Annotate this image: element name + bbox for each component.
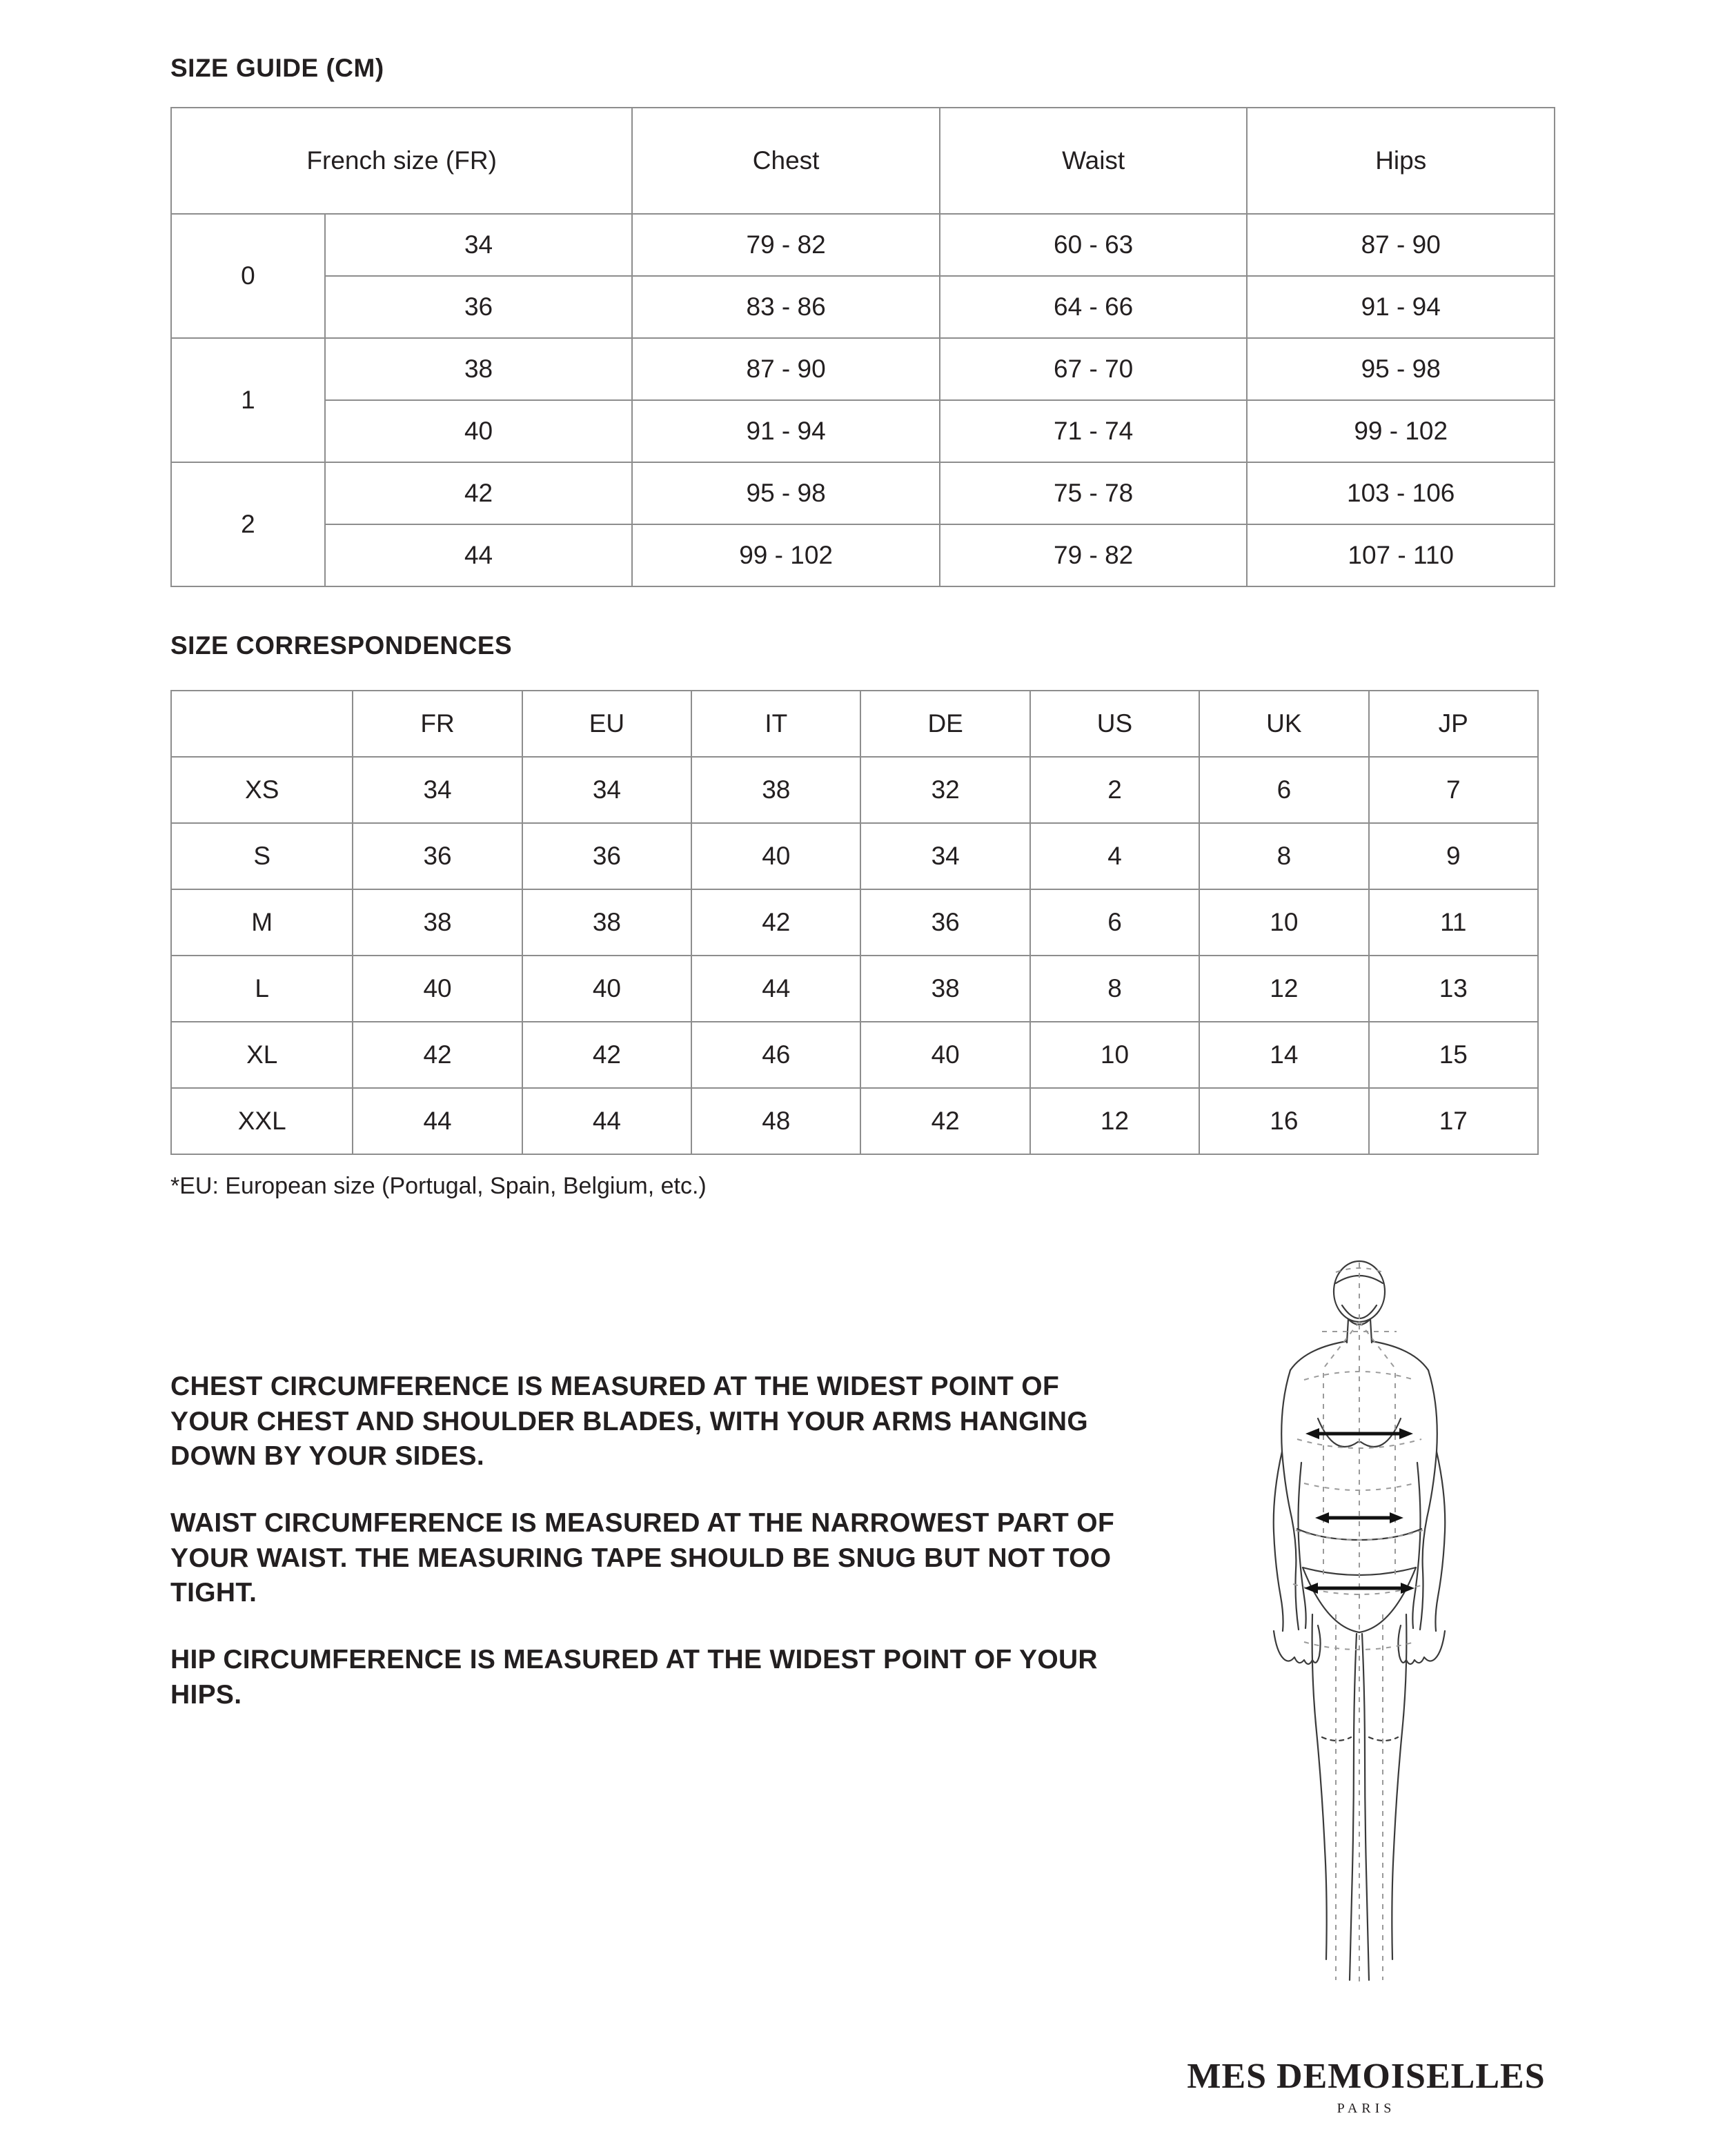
size-value-cell: 38	[860, 956, 1029, 1022]
column-header-uk: UK	[1199, 691, 1368, 757]
size-value-cell: 36	[522, 823, 691, 889]
size-value-cell: 4	[1030, 823, 1199, 889]
size-value-cell: 7	[1369, 757, 1538, 823]
table-row	[171, 757, 1538, 823]
size-value-cell: 34	[353, 757, 522, 823]
hips-cell: 103 - 106	[1247, 462, 1555, 524]
size-value-cell: 14	[1199, 1022, 1368, 1088]
size-guide-table	[170, 107, 1555, 587]
size-label-cell: XL	[171, 1022, 353, 1088]
brand-logo	[1166, 2056, 1566, 2117]
size-label-cell: S	[171, 823, 353, 889]
size-value-cell: 40	[860, 1022, 1029, 1088]
column-header-waist: Waist	[940, 108, 1248, 214]
fr-size-cell: 40	[325, 400, 633, 462]
table-row	[171, 400, 1555, 462]
column-header-fr: FR	[353, 691, 522, 757]
size-group-cell: 0	[171, 214, 325, 338]
size-value-cell: 40	[353, 956, 522, 1022]
chest-cell: 83 - 86	[632, 276, 940, 338]
table-row	[171, 214, 1555, 276]
chest-cell: 87 - 90	[632, 338, 940, 400]
table-row	[171, 956, 1538, 1022]
size-value-cell: 48	[691, 1088, 860, 1154]
hips-cell: 95 - 98	[1247, 338, 1555, 400]
body-measurement-figure	[1201, 1256, 1518, 1994]
size-value-cell: 8	[1030, 956, 1199, 1022]
fr-size-cell: 36	[325, 276, 633, 338]
column-header-eu: EU	[522, 691, 691, 757]
size-value-cell: 42	[522, 1022, 691, 1088]
size-value-cell: 34	[522, 757, 691, 823]
hips-cell: 107 - 110	[1247, 524, 1555, 586]
size-value-cell: 6	[1199, 757, 1368, 823]
hips-cell: 87 - 90	[1247, 214, 1555, 276]
size-value-cell: 8	[1199, 823, 1368, 889]
measurement-instructions	[170, 1369, 1136, 1713]
size-value-cell: 32	[860, 757, 1029, 823]
table-row	[171, 889, 1538, 956]
table-row	[171, 462, 1555, 524]
size-value-cell: 16	[1199, 1088, 1368, 1154]
column-header-de: DE	[860, 691, 1029, 757]
table-row	[171, 1088, 1538, 1154]
size-value-cell: 46	[691, 1022, 860, 1088]
table-header-row	[171, 691, 1538, 757]
table-row	[171, 338, 1555, 400]
waist-cell: 60 - 63	[940, 214, 1248, 276]
size-group-cell: 1	[171, 338, 325, 462]
size-value-cell: 13	[1369, 956, 1538, 1022]
size-value-cell: 2	[1030, 757, 1199, 823]
brand-city: PARIS	[1337, 2101, 1396, 2116]
size-value-cell: 6	[1030, 889, 1199, 956]
size-group-cell: 2	[171, 462, 325, 586]
size-value-cell: 38	[522, 889, 691, 956]
chest-cell: 79 - 82	[632, 214, 940, 276]
size-value-cell: 34	[860, 823, 1029, 889]
size-value-cell: 42	[691, 889, 860, 956]
size-value-cell: 42	[353, 1022, 522, 1088]
size-value-cell: 12	[1030, 1088, 1199, 1154]
size-value-cell: 9	[1369, 823, 1538, 889]
fr-size-cell: 44	[325, 524, 633, 586]
chest-cell: 95 - 98	[632, 462, 940, 524]
size-value-cell: 40	[691, 823, 860, 889]
hip-instruction: HIP CIRCUMFERENCE IS MEASURED AT THE WIDEST POINT OF YOUR HIPS.	[170, 1645, 1098, 1710]
size-label-cell: XS	[171, 757, 353, 823]
waist-cell: 79 - 82	[940, 524, 1248, 586]
size-value-cell: 44	[522, 1088, 691, 1154]
size-value-cell: 44	[691, 956, 860, 1022]
size-guide-heading: SIZE GUIDE (CM)	[170, 54, 384, 82]
table-row	[171, 1022, 1538, 1088]
chest-cell: 91 - 94	[632, 400, 940, 462]
waist-cell: 67 - 70	[940, 338, 1248, 400]
size-value-cell: 42	[860, 1088, 1029, 1154]
table-header-row	[171, 108, 1555, 214]
size-value-cell: 38	[353, 889, 522, 956]
brand-name: MES DEMOISELLES	[1187, 2057, 1546, 2096]
table-row	[171, 524, 1555, 586]
fr-size-cell: 42	[325, 462, 633, 524]
size-value-cell: 15	[1369, 1022, 1538, 1088]
table-row	[171, 276, 1555, 338]
size-value-cell: 10	[1199, 889, 1368, 956]
size-value-cell: 36	[860, 889, 1029, 956]
size-correspondences-heading: SIZE CORRESPONDENCES	[170, 631, 513, 660]
size-label-cell: M	[171, 889, 353, 956]
fr-size-cell: 38	[325, 338, 633, 400]
size-value-cell: 36	[353, 823, 522, 889]
size-value-cell: 11	[1369, 889, 1538, 956]
size-value-cell: 12	[1199, 956, 1368, 1022]
waist-cell: 75 - 78	[940, 462, 1248, 524]
fr-size-cell: 34	[325, 214, 633, 276]
size-value-cell: 10	[1030, 1022, 1199, 1088]
hips-cell: 91 - 94	[1247, 276, 1555, 338]
size-correspondences-table	[170, 690, 1539, 1155]
hips-cell: 99 - 102	[1247, 400, 1555, 462]
column-header-it: IT	[691, 691, 860, 757]
waist-instruction: WAIST CIRCUMFERENCE IS MEASURED AT THE NARROWEST PART OF YOUR WAIST. THE MEASURING TAPE SHOULD BE SNUG BUT NOT TOO TIGHT.	[170, 1508, 1115, 1608]
chest-instruction: CHEST CIRCUMFERENCE IS MEASURED AT THE WIDEST POINT OF YOUR CHEST AND SHOULDER BLADES, WITH YOUR ARMS HANGING DOWN BY YOUR SIDES.	[170, 1372, 1088, 1472]
column-header-hips: Hips	[1247, 108, 1555, 214]
size-label-cell: XXL	[171, 1088, 353, 1154]
column-header-jp: JP	[1369, 691, 1538, 757]
column-header-french-size: French size (FR)	[171, 108, 632, 214]
chest-cell: 99 - 102	[632, 524, 940, 586]
size-value-cell: 38	[691, 757, 860, 823]
table-row	[171, 823, 1538, 889]
column-header-blank	[171, 691, 353, 757]
size-value-cell: 40	[522, 956, 691, 1022]
size-value-cell: 17	[1369, 1088, 1538, 1154]
size-label-cell: L	[171, 956, 353, 1022]
column-header-chest: Chest	[632, 108, 940, 214]
waist-cell: 64 - 66	[940, 276, 1248, 338]
size-value-cell: 44	[353, 1088, 522, 1154]
waist-cell: 71 - 74	[940, 400, 1248, 462]
eu-size-footnote: *EU: European size (Portugal, Spain, Belgium, etc.)	[170, 1173, 707, 1199]
column-header-us: US	[1030, 691, 1199, 757]
